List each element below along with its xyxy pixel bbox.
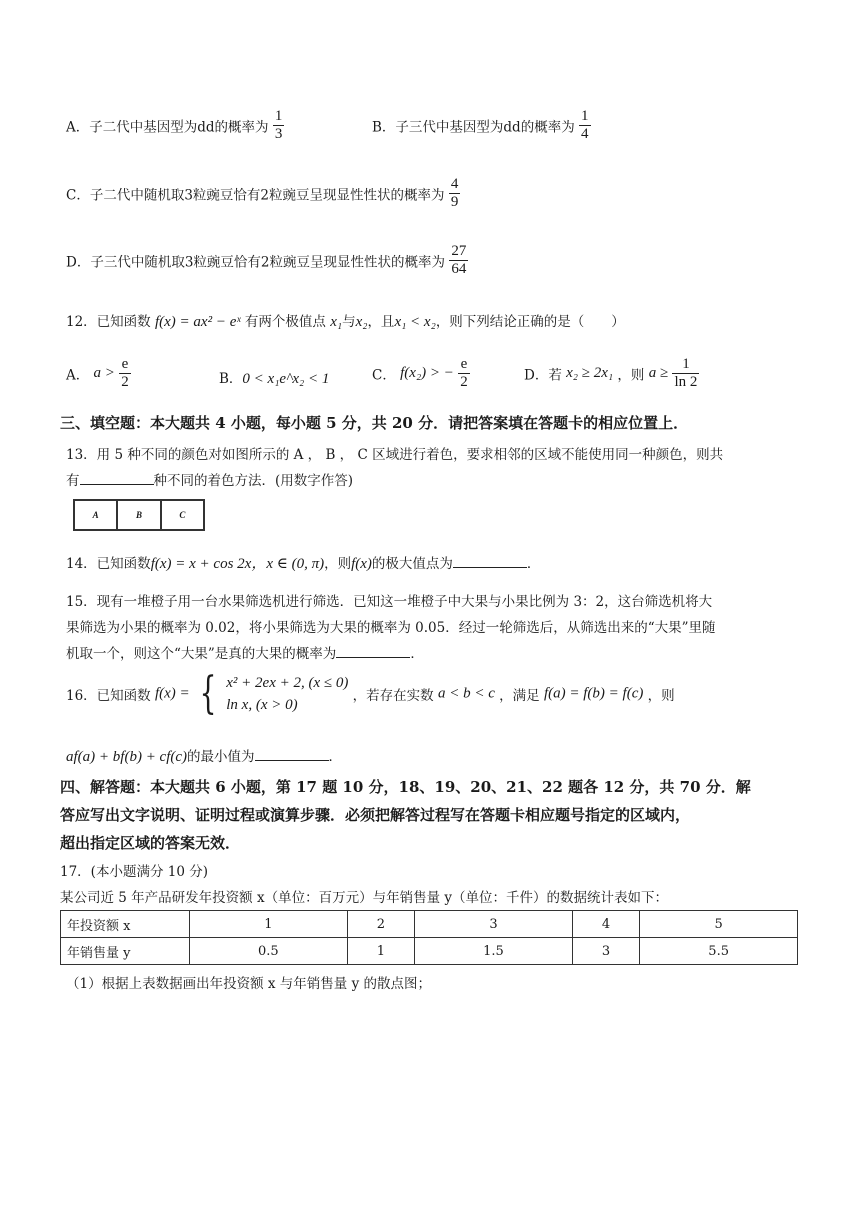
answer-blank[interactable]: [255, 748, 329, 761]
section3-title: 三、填空题：本大题共 4 小题，每小题 5 分，共 20 分．请把答案填在答题卡的相应位置上．: [60, 414, 689, 432]
q12-stem: 12．已知函数 f(x) = ax² − eˣ 有两个极值点 x₁与x₂，且x₁ < x₂，则下列结论正确的是（ ）: [66, 314, 625, 330]
region-a: A: [75, 501, 118, 529]
q16-line2: af(a) + bf(b) + cf(c)的最小值为 ．: [66, 749, 343, 765]
q12-option-d: D．若 x₂ ≥ 2x₁ ，则 a ≥ $\frac{1}{\ln 2}$: [524, 356, 698, 390]
data-table: [60, 910, 798, 965]
table-cell: 0.5: [190, 938, 348, 965]
q13-line1: 13．用 5 种不同的颜色对如图所示的 A ， B ， C 区域进行着色，要求相邻的区域不能使用同一种颜色，则共: [66, 447, 724, 463]
table-row: [61, 938, 798, 965]
fraction: $\frac{1}{4}$: [581, 108, 589, 142]
table-cell: 3: [572, 938, 639, 965]
q15-line1: 15．现有一堆橙子用一台水果筛选机进行筛选．已知这一堆橙子中大果与小果比例为 3：2，这台筛选机将大: [66, 594, 713, 610]
q12-option-c: C． f(x₂) > − $\frac{e}{2}$: [372, 356, 468, 390]
q17-intro: 某公司近 5 年产品研发年投资额 x（单位：百万元）与年销售量 y（单位：千件）的数据统计表如下：: [60, 890, 668, 906]
fraction: $\frac{4}{9}$: [450, 176, 459, 210]
table-cell: 1: [347, 938, 414, 965]
fraction: $\frac{e}{2}$: [460, 356, 468, 390]
section4-line2: 答应写出文字说明、证明过程或演算步骤．必须把解答过程写在答题卡相应题号指定的区域内，: [60, 806, 691, 824]
table-cell: 4: [572, 911, 639, 938]
row-header: 年投资额 x: [61, 911, 190, 938]
q12-option-a: A． a > $\frac{e}{2}$: [66, 356, 129, 390]
q17-part1: （1）根据上表数据画出年投资额 x 与年销售量 y 的散点图；: [66, 976, 431, 992]
section4-line1: 四、解答题：本大题共 6 小题，第 17 题 10 分，18、19、20、21、22 题各 12 分，共 70 分．解: [60, 778, 751, 796]
table-cell: 5.5: [640, 938, 798, 965]
q11-option-d: D．子三代中随机取3粒豌豆恰有2粒豌豆呈现显性性状的概率为 $\frac{27}{64}$: [66, 243, 467, 277]
fraction: $\frac{1}{3}$: [274, 108, 283, 142]
q16-line1: 16．已知函数 f(x) = { x² + 2ex + 2, (x ≤ 0) ln x, (x > 0) ，若存在实数 a < b < c ，满足 f(a) = f(b) = f(c) ，则: [66, 668, 675, 719]
q12-option-b: B．0 < x₁e^x₂ < 1: [219, 371, 330, 387]
fraction: $\frac{e}{2}$: [121, 356, 129, 390]
region-c: C: [179, 510, 186, 520]
q11-option-c: C．子二代中随机取3粒豌豆恰有2粒豌豆呈现显性性状的概率为 $\frac{4}{9}$: [66, 176, 459, 210]
table-cell: 5: [640, 911, 798, 938]
table-cell: 1: [190, 911, 348, 938]
table-row: [61, 911, 798, 938]
table-cell: 1.5: [415, 938, 573, 965]
q13-line2: 有 种不同的着色方法．(用数字作答): [66, 473, 354, 489]
q17-header: 17．(本小题满分 10 分): [60, 864, 208, 880]
q11-option-a: A．子二代中基因型为dd的概率为 $\frac{1}{3}$: [66, 108, 283, 142]
brace-icon: {: [199, 668, 217, 719]
piecewise-cases: x² + 2ex + 2, (x ≤ 0) ln x, (x > 0): [226, 675, 349, 713]
fraction: $\frac{1}{\ln 2}$: [674, 356, 698, 390]
q14: 14．已知函数f(x) = x + cos 2x，x ∈ (0, π)，则f(x)的极大值点为 ．: [66, 556, 541, 572]
q15-line3: 机取一个，则这个“大果”是真的大果的概率为 ．: [66, 646, 424, 662]
region-b: B: [118, 501, 161, 529]
region-diagram: [73, 499, 205, 531]
table-cell: 3: [415, 911, 573, 938]
answer-blank[interactable]: [336, 645, 410, 658]
row-header: 年销售量 y: [61, 938, 190, 965]
fraction: $\frac{27}{64}$: [451, 243, 467, 277]
answer-blank[interactable]: [453, 555, 527, 568]
answer-blank[interactable]: [80, 472, 154, 485]
q11-option-b: B．子三代中基因型为dd的概率为 $\frac{1}{4}$: [372, 108, 589, 142]
table-cell: 2: [347, 911, 414, 938]
section4-line3: 超出指定区域的答案无效．: [60, 834, 241, 852]
q15-line2: 果筛选为小果的概率为 0.02，将小果筛选为大果的概率为 0.05．经过一轮筛选后，从筛选出来的“大果”里随: [66, 620, 716, 636]
